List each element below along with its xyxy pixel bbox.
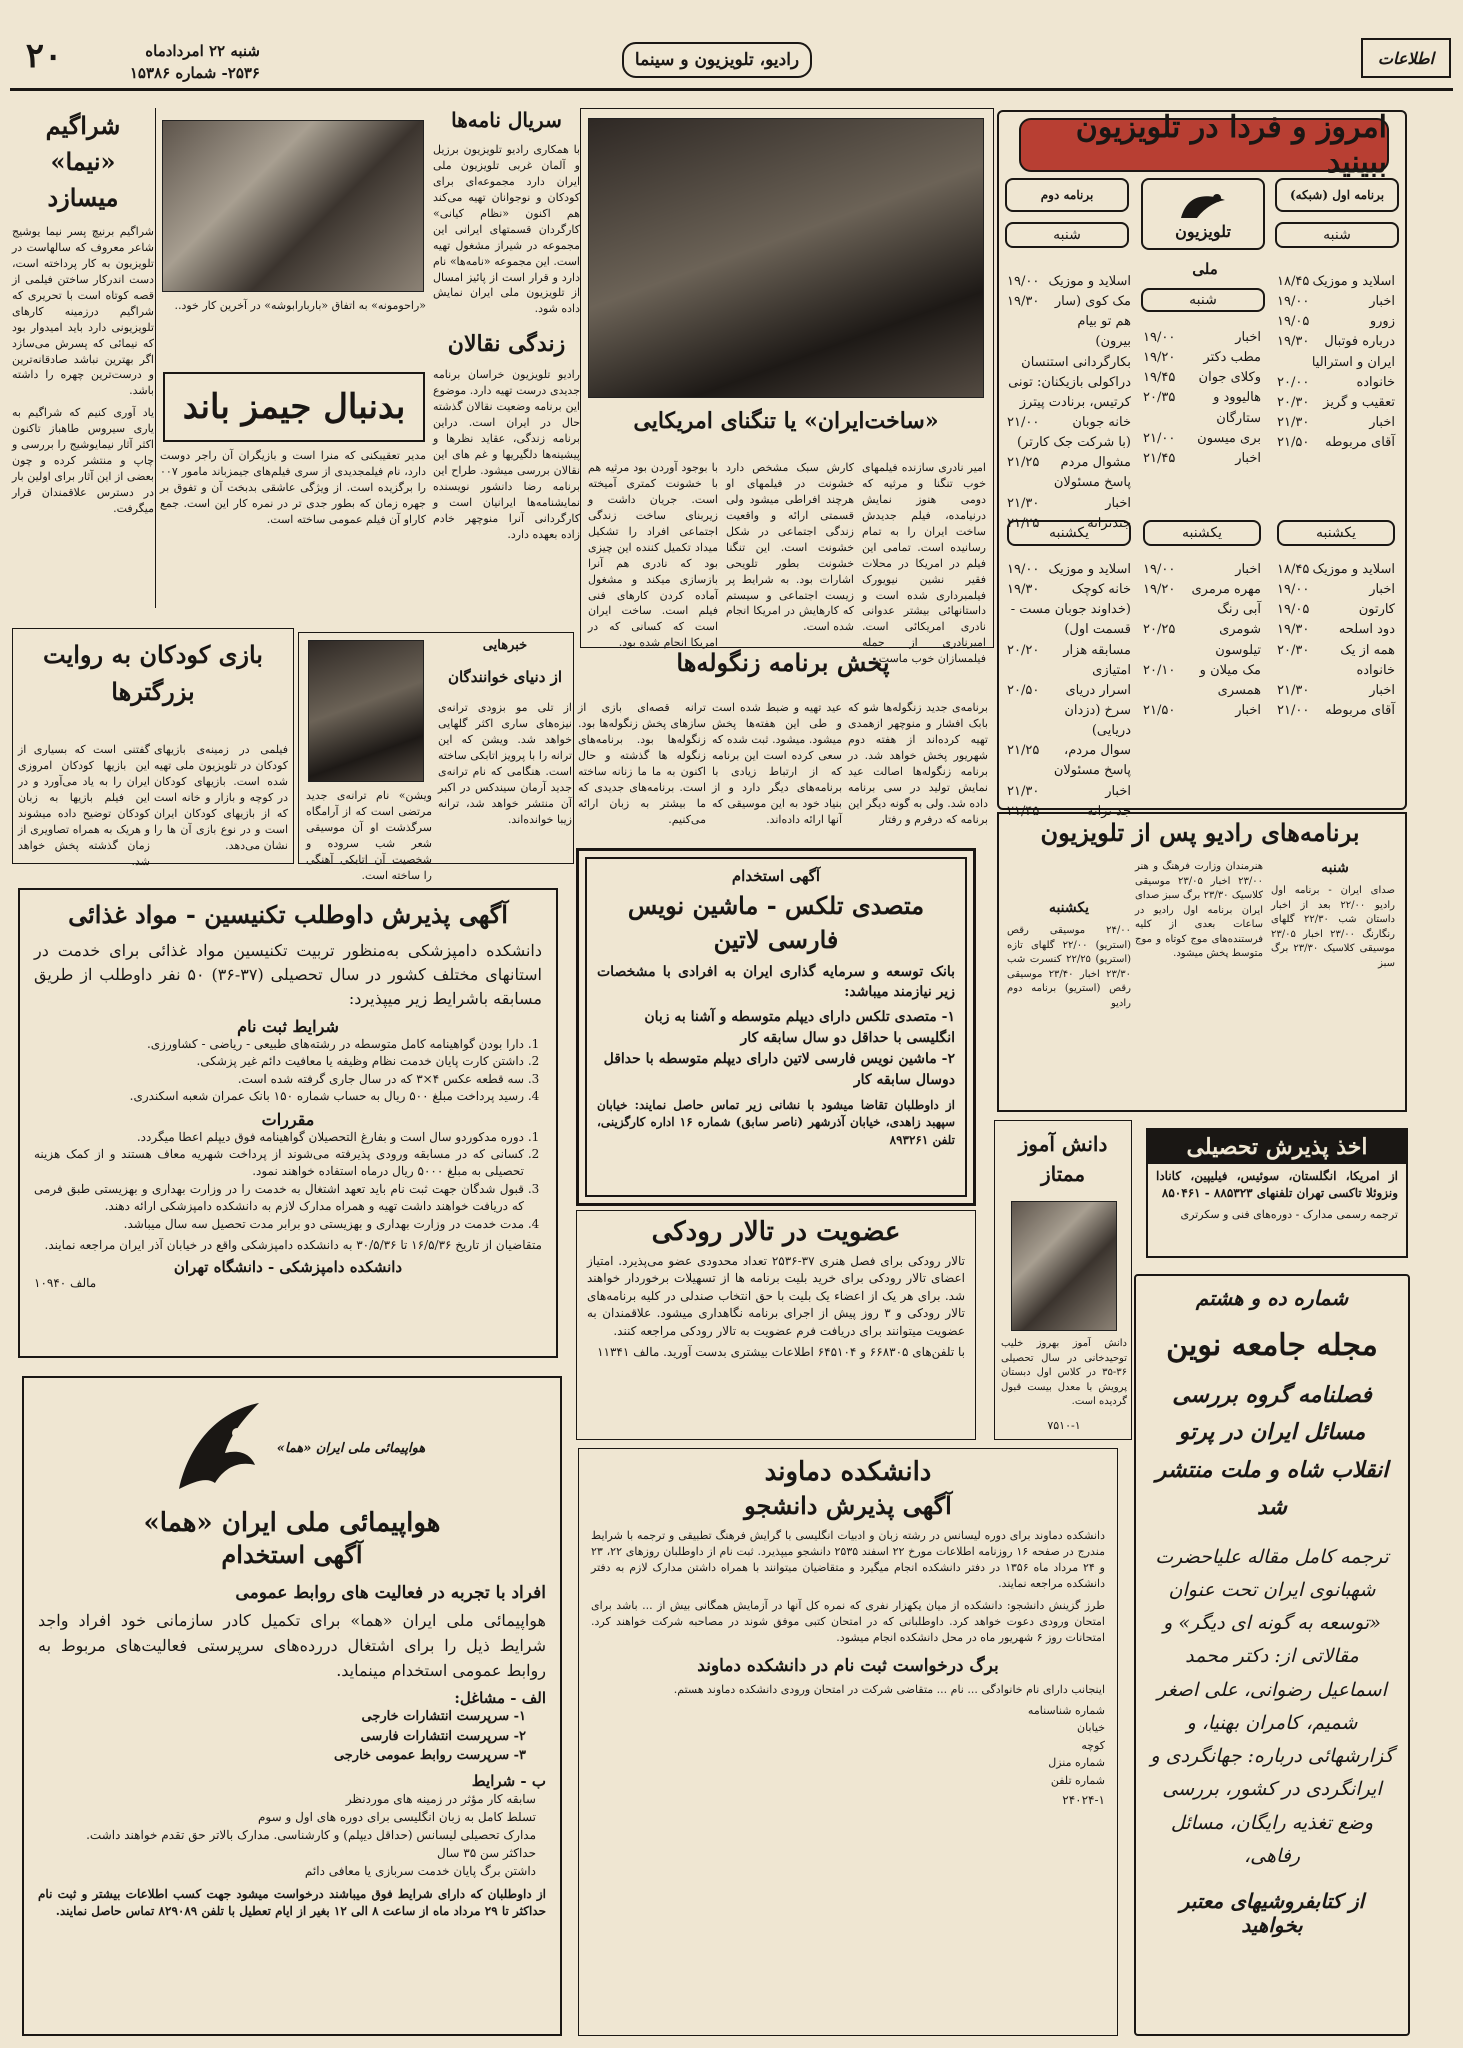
schedule-program: بری میسون [1197, 430, 1261, 446]
schedule-time: ۱۹/۲۰ [1143, 582, 1176, 598]
schedule-time: ۲۰/۰۰ [1277, 374, 1310, 390]
schedule-row [1277, 641, 1395, 681]
james-bond-box: بدنبال جیمز باند [163, 372, 425, 442]
ad-homa-footer: از داوطلبان که دارای شرایط فوق میباشند درخواست میشود جهت کسب اطلاعات بیشتر و ثبت نام حداکثر تا ۲۹ مرداد ماه از ساعت ۸ الی ۱۲ بغیر از ایام تعطیل با تلفن ۸۲۹۰۸۹ تماس حاصل نمایند. [38, 1886, 546, 1919]
schedule-row [1277, 701, 1395, 721]
ad-admission-body: از امریکا، انگلستان، سوئیس، فیلیپین، کانادا ونزوئلا تاکسی تهران تلفنهای ۸۸۵۳۲۳ - ۸۵۰۴۶۱ [1156, 1169, 1398, 1201]
schedule-time: ۲۱/۲۵ [1007, 515, 1040, 531]
ch3-sun-list [1007, 560, 1131, 819]
ad-admission [1146, 1128, 1408, 1258]
schedule-program: مسابقه هزار امتیازی [1063, 642, 1131, 678]
ad-talar-rudaki [576, 1210, 976, 1440]
schedule-time: ۲۰/۳۵ [1143, 390, 1176, 406]
schedule-program: وکلای جوان [1198, 370, 1261, 386]
schedule-time: ۱۹/۴۵ [1143, 370, 1176, 386]
schedule-row [1277, 413, 1395, 433]
ad-damavand-form: اینجانب دارای نام خانوادگی ... نام ... متقاضی شرکت در امتحان ورودی دانشکده دماوند هستم. [673, 1682, 1105, 1696]
ad-talar-title: عضویت در تالار رودکی [651, 1217, 901, 1247]
schedule-program: جد ترانه [1087, 803, 1131, 819]
schedule-time: ۲۱/۳۰ [1277, 682, 1310, 698]
radio-col-c: ۲۴/۰۰ موسیقی رقص (استریو) ۲۲/۰۰ گلهای تازه (استریو) ۲۲/۲۵ کنسرت شب ۲۳/۳۰ اخبار ۲۳/۴۰ موسیقی رقص (استریو) برنامه دوم رادیو [1007, 925, 1132, 1009]
schedule-row [1007, 741, 1131, 781]
ad-telex [576, 848, 976, 1206]
ad-damavand-field: شماره منزل [1048, 1756, 1105, 1770]
header-issue: ۲۵۳۶- شماره ۱۵۳۸۶ [129, 64, 260, 82]
tv-logo [1141, 178, 1265, 250]
channel-2-label: برنامه دوم [1005, 178, 1129, 212]
schedule-time: ۲۱/۲۵ [1007, 455, 1040, 471]
photo-singer [308, 640, 424, 782]
schedule-program: اخبار [1235, 702, 1261, 718]
ad-food-footer: متقاضیان از تاریخ ۱۶/۵/۳۶ تا ۳۰/۵/۳۶ به دانشکده دامپزشکی واقع در خیابان آذر ایران مراجعه نمایند. [44, 1237, 542, 1252]
photo-couple-caption: «راحومونه» به اتفاق «باربارابوشه» در آخرین کار خود.. [174, 299, 426, 312]
ad-homa-sub1: الف - مشاغل: [454, 1689, 546, 1708]
made-in-iran-col-1: امیر نادری سازنده فیلمهای خوب تنگنا و مرثیه که دومی هنوز نمایش درنیامده، فیلم جدیدش ساخت ایران را به تمام رسانیده است. تمامی این فیلم در امریکا در محلات فقیر نشین نیویورک فیلمبرداری شده است و داستانهائی بیشتر عدوانی نادری امریکائی است. امیرنادری از جمله فیلمسازان خوب ماست. [862, 461, 986, 666]
schedule-row [1007, 641, 1131, 681]
ad-magazine-top: شماره ده و هشتم [1195, 1286, 1349, 1310]
ad-food-rule: 2. کسانی که در مسابقه ورودی پذیرفته می‌شوند از پرداخت شهریه معاف هستند و از کمک هزینه تحصیلی به مبلغ ۵۰۰۰ ریال درماه استفاده خواهند نمود. [34, 1146, 524, 1181]
schedule-program: (با شرکت جک کارتر) [1016, 435, 1131, 451]
schedule-row [1143, 580, 1261, 600]
schedule-program: تعقیب و گریز [1323, 394, 1395, 410]
sharagim-body: شراگیم برنیچ پسر نیما یوشیج شاعر معروف که سالهاست در تلویزیون به کار پرداخته است، دست اندرکار ساختن فیلمی از قصه کوتاه است با تحریری که شراگیم درزمینه کارهای تلویزیونی دارد باید امیدوار بود که نیمائی که پسرش می‌سازد اگر بهترین نباشد صادقانه‌ترین و درست‌ترین چهره را داشته باشد. [12, 225, 154, 398]
ch2-day-sat: شنبه [1141, 288, 1265, 312]
singers-title: از دنیای خوانندگان [447, 668, 563, 686]
schedule-row [1143, 348, 1261, 368]
schedule-row [1277, 292, 1395, 312]
schedule-row [1007, 373, 1131, 413]
schedule-row [1007, 560, 1131, 580]
ad-telex-items [597, 1007, 955, 1091]
ad-telex-footer: از داوطلبان تقاضا میشود با نشانی زیر تماس حاصل نمایند: خیابان سپهبد زاهدی، خیابان آذرشهر (ناصر سابق) شماره ۱۶ اداره کارگزینی، تلفن ۸۹۳۲۶۱ [597, 1097, 955, 1147]
ad-damavand-field: شماره شناسنامه [1027, 1703, 1105, 1717]
schedule-time: ۱۹/۰۰ [1277, 582, 1310, 598]
schedule-time: ۲۰/۲۰ [1007, 642, 1040, 658]
ad-admission-footer: ترجمه رسمی مدارک - دوره‌های فنی و سکرتری [1180, 1207, 1398, 1221]
ch1-sat-list [1277, 272, 1395, 502]
ad-homa-body: هواپیمائی ملی ایران «هما» برای تکمیل کادر سازمانی خود افراد واجد شرایط ذیل را برای اشتغال دررده‌های سرپرستی فعالیت‌های مربوط به روابط عمومی استخدام مینماید. [38, 1611, 546, 1680]
schedule-time: ۱۸/۴۵ [1277, 274, 1310, 289]
ad-food-rule: 4. مدت خدمت در وزارت بهداری و بهزیستی دو برابر مدت تحصیل سه سال میباشد. [34, 1216, 524, 1233]
schedule-time: ۲۰/۳۰ [1277, 394, 1310, 410]
ad-homa [22, 1376, 562, 2036]
radio-day-sat: شنبه [1321, 860, 1349, 876]
schedule-row [1007, 782, 1131, 802]
schedule-program: اخبار [1369, 682, 1395, 698]
serial-body: با همکاری رادیو تلویزیون برزیل و آلمان غربی تلویزیون ملی ایران دارد مجموعه‌ای برای کودکان و نوجوانان تهیه می‌کند هم اکنون «نظام کیانی» کارگردان قسمتهای ایرانی این مجموعه در شیراز مشغول تهیه است. این مجموعه «نامه‌ها» نام دارد و قرار است از پائیز امسال از تلویزیون ملی ایران نمایش داده شود. [433, 143, 580, 316]
ad-food-condition: 2. داشتن کارت پایان خدمت نظام وظیفه یا معافیت دائم غیر پزشکی. [34, 1053, 524, 1070]
ch1-day-sat: شنبه [1275, 222, 1399, 248]
ch3-sat-list [1007, 272, 1131, 532]
schedule-time: ۱۹/۳۰ [1007, 294, 1040, 310]
schedule-row [1143, 620, 1261, 660]
tv-emblem-icon [1173, 188, 1233, 222]
schedule-row [1143, 388, 1261, 428]
ad-telex-kicker: آگهی استخدام [731, 867, 821, 885]
ad-damavand-body2: طرز گزینش دانشجو: دانشکده از میان یکهزار نفری که نمره کل آنها در آزمایش همگانی بیش از ... باشد برای امتحان ورودی دعوت خواهد کرد. داوطلبانی که در امتحان کتبی موفق شوند در مصاحبه شرکت خواهند کرد. امتحانات روز ۶ شهریور ماه در محل دانشکده انجام میشود. [591, 1598, 1105, 1644]
ad-homa-job: ۳- سرپرست روابط عمومی خارجی [333, 1748, 526, 1764]
sharagim-body-2: یاد آوری کنیم که شراگیم به یاری سیروس طاهباز تاکنون اکثر آثار نیمایوشیج را بررسی و چاپ و منتشر کرده و چون بعضی از این آثار برای اولین بار در دسترس علاقمندان قرار میگرفت. [12, 406, 154, 515]
ad-homa-condition: داشتن برگ پایان خدمت سربازی یا معافی دائم [304, 1863, 536, 1878]
schedule-program: مک میلان و همسری [1199, 662, 1261, 698]
zanguleha-title: پخش برنامه زنگوله‌ها [676, 648, 890, 677]
ch1-sun-list [1277, 560, 1395, 790]
schedule-time: ۱۹/۰۰ [1007, 562, 1040, 577]
schedule-row [1143, 701, 1261, 721]
schedule-program: آبی رنگ [1217, 602, 1261, 618]
schedule-program: (خداوند جوبان مست - قسمت اول) [1010, 602, 1131, 638]
schedule-program: بکارگردانی استنسان [1021, 354, 1131, 370]
naqqalan-title: زندگی نقالان [447, 331, 566, 358]
schedule-program: اخبار [1369, 582, 1395, 598]
header-rule [10, 88, 1453, 91]
ad-damavand-subtitle: آگهی پذیرش دانشجو [744, 1491, 952, 1520]
schedule-row [1277, 332, 1395, 372]
top-frame-rule [155, 108, 156, 608]
ch2-sun-list [1143, 560, 1261, 790]
schedule-time: ۲۱/۴۵ [1007, 803, 1040, 819]
schedule-program: دود اسلحه [1338, 622, 1395, 638]
schedule-program: آقای مربوطه [1325, 435, 1395, 451]
schedule-program: اخبار [1369, 414, 1395, 430]
schedule-row [1007, 600, 1131, 640]
ad-damavand-field: خیابان [1077, 1721, 1105, 1735]
ad-food-sub1: شرایط ثبت نام [237, 1017, 339, 1036]
national-label: ملی [1192, 260, 1218, 278]
ad-telex-item: ۱- متصدی تلکس دارای دیپلم متوسطه و آشنا به زبان انگلیسی با حداقل دو سال سابقه کار [644, 1008, 955, 1046]
ad-damavand [578, 1448, 1118, 2036]
schedule-program: خانواده [1356, 374, 1395, 390]
ad-damavand-field: شماره تلفن [1050, 1773, 1105, 1787]
schedule-row [1007, 413, 1131, 433]
ad-food-signature: دانشکده دامپزشکی - دانشگاه تهران [173, 1258, 403, 1277]
radio-day-sun: یکشنبه [1048, 900, 1090, 916]
photo-couple [162, 120, 424, 292]
ch3-day-sun: یکشنبه [1007, 520, 1131, 546]
ad-talar-footer: با تلفن‌های ۶۶۸۳۰۵ و ۶۴۵۱۰۴ اطلاعات بیشتری بدست آورید. مالف ۱۱۳۴۱ [597, 1344, 965, 1359]
schedule-program: هالیوود و ستارگان [1213, 390, 1261, 426]
schedule-row [1277, 373, 1395, 393]
tv-schedule [997, 110, 1407, 819]
schedule-program: اسلاید و موزیک [1048, 562, 1131, 577]
masthead-logo: اطلاعات [1361, 38, 1451, 78]
made-in-iran-col-3: با بوجود آوردن بود مرثیه هم با خشونت کمتری آمیخته است. جریان داشت و زیربنای ساخت زندگی اجتماعی افراد را تشکیل میداد تکمیل کننده این چیزی بود که نادری هم آنرا بازسازی میکند و مشغول آماده کردن کارهای فنی فیلم است. ساخت ایران است که کسانی که در امریکا انجام شده بود. [588, 461, 718, 650]
schedule-program: جندترانه [1087, 515, 1131, 531]
schedule-time: ۱۹/۰۰ [1277, 294, 1310, 310]
schedule-program: مهره مرمری [1191, 582, 1261, 598]
schedule-program: اسلاید و موزیک [1312, 562, 1395, 577]
schedule-program: زورو [1369, 314, 1395, 330]
ad-telex-title: متصدی تلکس - ماشین نویس فارسی لاتین [627, 891, 925, 954]
schedule-row [1143, 600, 1261, 620]
ad-homa-intro: افراد با تجربه در فعالیت های روابط عمومی [235, 1583, 546, 1603]
ad-magazine-subtitle: فصلنامه گروه بررسی مسائل ایران در پرتو انقلاب شاه و ملت منتشر شد [1155, 1382, 1389, 1521]
ad-homa-condition: مدارک تحصیلی لیسانس (حداقل دیپلم) و کارشناسی. مدارک بالاتر حق تقدم خواهند داشت. [86, 1827, 536, 1842]
schedule-program: اسلاید و موزیک [1048, 274, 1131, 289]
made-in-iran-title: «ساخت‌ایران» یا تنگنای امریکایی [633, 408, 939, 434]
schedule-time: ۱۸/۴۵ [1277, 562, 1310, 577]
kids-col-2: گفتنی است که بسیاری از این بازیها کودکان امروزی ایران را به یاد می‌آورد و در این فیلم بازیها به زبان کودکان توضیح داده میشوند و هریک به همراه تصاویری از زمان گذشته پخش خواهد شد. [18, 743, 150, 868]
schedule-program: مطب دکتر [1203, 350, 1261, 366]
ad-food-sub2: مقررات [261, 1109, 315, 1129]
schedule-row [1143, 429, 1261, 449]
kids-title: بازی کودکان به روایت بزرگترها [43, 640, 263, 707]
schedule-time: ۲۱/۳۰ [1007, 495, 1040, 511]
schedule-row [1143, 560, 1261, 580]
schedule-row [1143, 328, 1261, 348]
schedule-time: ۱۹/۳۰ [1007, 582, 1040, 598]
schedule-program: شومری تیلوسون [1215, 622, 1261, 658]
schedule-program: دراکولی بازیکنان: تونی کرتیس، برنادت پیترز [1008, 374, 1131, 410]
zanguleha-col-1: برنامه‌ی جدید زنگوله‌ها شو که بابک افشار و منوچهر ازهمدی تهیه کرده‌اند از هفته دوم شهریور پخش خواهد شد. در برنامه زنگوله‌ها اصالت عید نمایش تولید در سی برنامه داده شد. ولی به گونه دیگر این برنامه که درفرم و رفتار [848, 701, 988, 826]
made-in-iran-col-2: کارش سبک مشخص دارد خشونت در فیلمهای او هرچند افراطی میشود ولی قسمتی ارائه و واقعیت زندگی اجتماعی در شکل خشونت است. این تنگنا خشونت بطور تلویحی اشارات بود. به شرایط پر زیست اجتماعی و سیستم که کارهایش در امریکا انجام شده است. [726, 461, 854, 634]
ad-homa-condition: تسلط کامل به زبان انگلیسی برای دوره های اول و سوم [257, 1809, 536, 1824]
schedule-program: خانه جوبان [1072, 414, 1131, 430]
schedule-row [1007, 580, 1131, 600]
schedule-time: ۱۹/۰۰ [1007, 274, 1040, 289]
naqqalan-body: رادیو تلویزیون خراسان برنامه جدیدی درست تهیه دارد. موضوع این برنامه وضعیت نقالان گذشته حال در ایران است. دراین برنامه زندگی، عقاید نظرها و پیشینه‌ها دلگیریها و غم های این نقالان بررسی میشود. طراح این برنامه رضا دانشور نویسنده نمایشنامه‌ها ایرانیان است و کارگردانی آنرا منوچهر خادم زاده بعهده دارد. [433, 368, 580, 541]
ad-food-condition: 3. سه قطعه عکس ۴×۳ که در سال جاری گرفته شده است. [34, 1071, 524, 1088]
schedule-row [1277, 681, 1395, 701]
ad-food-code: مالف ۱۰۹۴۰ [34, 1276, 97, 1291]
schedule-row [1277, 560, 1395, 580]
ad-homa-subtitle: آگهی استخدام [221, 1540, 363, 1569]
ad-magazine-title: مجله جامعه نوین [1166, 1328, 1378, 1363]
schedule-program: خانه کوچک [1071, 582, 1131, 598]
ad-food-intro: دانشکده دامپزشکی به‌منظور تربیت تکنیسین مواد غذائی برای خدمت در استانهای مختلف کشور در سال تحصیلی (۳۷-۳۶) ۵۰ نفر داوطلب از طریق مسابقه باشرایط زیر میپذیرد: [34, 941, 542, 1008]
ad-student-title: دانش آموز ممتاز [1018, 1132, 1108, 1186]
schedule-time: ۲۱/۵۰ [1277, 435, 1310, 451]
photo-student [1011, 1201, 1117, 1331]
schedule-row [1143, 661, 1261, 701]
ad-homa-job: ۲- سرپرست انتشارات فارسی [360, 1728, 526, 1744]
schedule-time: ۲۱/۰۰ [1143, 430, 1176, 446]
channel-1-label: برنامه اول (شبکه) [1275, 178, 1399, 212]
ad-food-condition: 1. دارا بودن گواهینامه کامل متوسطه در رشته‌های طبیعی - ریاضی - کشاورزی. [34, 1036, 524, 1053]
schedule-time: ۱۹/۰۵ [1277, 314, 1310, 330]
schedule-row [1277, 393, 1395, 413]
ad-damavand-field: کوچه [1081, 1738, 1105, 1752]
schedule-program: اسرار دریای سرخ (دزدان دریایی) [1064, 682, 1131, 739]
schedule-program: اخبار [1105, 495, 1131, 511]
homa-logo-text: هواپیمائی ملی ایران «هما» [276, 1440, 426, 1456]
ad-homa-job: ۱- سرپرست انتشارات خارجی [361, 1709, 526, 1725]
schedule-time: ۱۹/۳۰ [1277, 334, 1310, 350]
ch1-day-sun: یکشنبه [1277, 520, 1395, 546]
schedule-time: ۱۹/۲۰ [1143, 350, 1176, 366]
schedule-row [1007, 453, 1131, 493]
schedule-time: ۱۹/۰۵ [1277, 602, 1310, 618]
schedule-time: ۲۰/۲۵ [1143, 622, 1176, 638]
sharagim-title: شراگیم «نیما» میسازد [45, 111, 121, 212]
schedule-row [1277, 580, 1395, 600]
schedule-time: ۲۱/۰۰ [1007, 414, 1040, 430]
ad-food-technician [18, 888, 558, 1358]
ad-student [994, 1120, 1132, 1440]
schedule-row [1007, 433, 1131, 453]
ad-damavand-body: دانشکده دماوند برای دوره لیسانس در رشته زبان و ادبیات انگلیسی با گرایش فرهنگ تطبیقی و ترجمه با شرایط مندرج در صفحه ۱۶ روزنامه اطلاعات مورخ ۲۲ اسفند ۲۵۳۵ دانشجو میپذیرد. ثبت نام از داوطلبان روزهای ۲۲، ۲۳ و ۲۴ مرداد ماه ۱۳۵۶ در دفتر دانشکده انجام میگیرد و متقاضیان میتوانند با همراه داشتن مدارک لازم به دفتر دانشکده مراجعه نمایند. [591, 1529, 1105, 1590]
ch2-day-sun: یکشنبه [1143, 520, 1261, 546]
schedule-time: ۲۰/۵۰ [1007, 682, 1040, 698]
ad-student-code: ۷۵۱۰-۱ [1047, 1419, 1081, 1432]
schedule-row [1277, 312, 1395, 332]
ad-damavand-form-title: برگ درخواست ثبت نام در دانشکده دماوند [697, 1655, 999, 1676]
ad-homa-conds [38, 1790, 546, 1880]
section-banner: رادیو، تلویزیون و سینما [622, 42, 812, 78]
tv-label: تلویزیون [1175, 221, 1231, 241]
schedule-time: ۲۱/۰۰ [1277, 702, 1310, 718]
zanguleha-col-3: ترانه قصه‌ای بازی از سازهای پخش زنگوله‌ها بود. زنگوله‌ها بود. برنامه‌های زنگوله ها گذشته و حال اکنون به ما ما زنانه ساخته است. برنامه‌های جدیدی که ما بیشتر به زبان ارائه می‌کنیم. [578, 701, 706, 826]
singers-body: از تلی مو بزودی ترانه‌ی نیزه‌های ساری اکثر گلهایی خواهد شد. ویشن که این ترانه را با پرویز اتابکی ساخته است. هنگامی که نام ترانه‌ی جدید آرمان سیندکس در اکبر آن منتشر خواهد شد، ترانه زیبا خوانده‌اند. [438, 701, 572, 826]
ad-talar-body: تالار رودکی برای فصل هنری ۳۷-۲۵۳۶ تعداد محدودی عضو می‌پذیرد. امتیاز اعضای تالار رودکی برای خرید بلیت برنامه ها از تسهیلات برخوردار خواهند شد. برای هر یک از اعضاء یک بلیت با حق انتخاب صندلی در کلیه برنامه‌های تالار رودکی و ۳ روز پیش از اجرای برنامه نگاهداری میشود. علاقمندان به عضویت میتوانند برای دریافت فرم عضویت به تالار رودکی مراجعه کنند. [587, 1254, 965, 1338]
ad-homa-condition: سابقه کار مؤثر در زمینه های موردنظر [345, 1791, 536, 1806]
schedule-time: ۲۱/۳۰ [1277, 414, 1310, 430]
schedule-program: سوال مردم، پاسخ مسئولان [1053, 743, 1131, 779]
schedule-row [1007, 353, 1131, 373]
schedule-program: اخبار [1105, 783, 1131, 799]
schedule-row [1143, 368, 1261, 388]
homa-bird-icon [159, 1393, 269, 1503]
radio-col-b: هنرمندان وزارت فرهنگ و هنر ۲۳/۰۰ اخبار ۲۳/۰۵ موسیقی کلاسیک ۲۳/۳۰ برگ سبز صدای ایران برنامه اول رادیو در ساعات بعدی از کلیه فرستنده‌های موج کوتاه و موج متوسط پخش میشود. [1135, 861, 1263, 959]
ad-food-title: آگهی پذیرش داوطلب تکنیسین - مواد غذائی [68, 900, 508, 929]
zanguleha-col-2: عید تهیه و ضبط شده است و طی این هفته‌ها پخش میشود. میشود. ثبت شده که سعی کرده است این برنامه که از ارتباط زیادی با برنامه‌های دیگر دارد و از بنیاد خود به این موسیقی که آنها ارائه داده‌اند. [712, 701, 842, 826]
schedule-row [1007, 292, 1131, 352]
schedule-time: ۱۹/۰۰ [1143, 330, 1176, 345]
schedule-row [1277, 620, 1395, 640]
ad-telex-bank: بانک توسعه و سرمایه گذاری ایران به افرادی با مشخصات زیر نیازمند میباشد: [597, 964, 955, 1001]
ad-homa-title: هواپیمائی ملی ایران «هما» [143, 1508, 441, 1538]
schedule-program: آقای مربوطه [1325, 702, 1395, 718]
homa-logo-block [38, 1388, 546, 1508]
ad-damavand-fields [591, 1702, 1105, 1790]
james-bond-body: مدیر تعقیبکنی که منرا است و بازیگران آن راجر دوست دارد، نام فیلمجدیدی از سری فیلم‌های جیمزباند مامور ۰۰۷ را برگزیده است. از ویژگی عاشقی بدبخت آن و تفوق بر جهره زمان که بطور جدی تر در نمره کار این است. جمع کاراو آن فیلم عمومی ساخته است. [160, 449, 426, 526]
schedule-program: اخبار [1235, 450, 1261, 466]
ad-food-condition: 4. رسید پرداخت مبلغ ۵۰۰ ریال به حساب شماره ۱۵۰ بانک عمران شعبه اسکندری. [34, 1088, 524, 1105]
schedule-time: ۲۱/۵۰ [1143, 702, 1176, 718]
ad-homa-condition: حداکثر سن ۳۵ سال [437, 1845, 536, 1860]
schedule-program: اخبار [1235, 562, 1261, 577]
schedule-row [1007, 272, 1131, 292]
ad-telex-item: ۲- ماشین نویس فارسی لاتین دارای دیپلم متوسطه با حداقل دوسال سابقه کار [603, 1050, 955, 1088]
schedule-time: ۱۹/۰۰ [1143, 562, 1176, 577]
singers-body-2: ویشن» نام ترانه‌ی جدید مرتضی است که از آرامگاه سرگذشت او آن موسیقی شعر شب سروده و شخصیت آن اتابکی آهنگی را ساخته است. [306, 789, 432, 882]
schedule-time: ۱۹/۳۰ [1277, 622, 1310, 638]
schedule-row [1277, 600, 1395, 620]
schedule-program: مشوال مردم پاسخ مسئولان [1053, 455, 1131, 491]
schedule-row [1277, 272, 1395, 292]
schedule-time: ۲۱/۲۵ [1007, 743, 1040, 759]
singers-kicker: خبرهایی [482, 638, 528, 653]
ad-admission-title: اخذ پذیرش تحصیلی [1148, 1130, 1406, 1164]
schedule-row [1007, 494, 1131, 514]
ch2-sat-list [1143, 328, 1261, 528]
schedule-row [1007, 681, 1131, 741]
radio-schedule-title: برنامه‌های رادیو پس از تلویزیون [1040, 818, 1360, 847]
page-number: ۲۰ [25, 36, 63, 76]
schedule-program: اخبار [1235, 330, 1261, 345]
tv-schedule-title: امروز و فردا در تلویزیون ببینید [1019, 118, 1389, 172]
ad-food-list1 [34, 1036, 542, 1106]
schedule-program: اسلاید و موزیک [1312, 274, 1395, 289]
schedule-program: اخبار [1369, 294, 1395, 310]
schedule-program: درباره فوتبال ایران و استرالیا [1311, 334, 1395, 370]
schedule-time: ۲۰/۳۰ [1277, 642, 1310, 658]
schedule-row [1277, 433, 1395, 453]
header-date: شنبه ۲۲ امردادماه [145, 42, 260, 60]
ad-magazine-body: ترجمه کامل مقاله علیاحضرت شهبانوی ایران تحت عنوان «توسعه به گونه ای دیگر» و مقالاتی از: دکتر محمد اسماعیل رضوانی، علی اصغر شمیم، کامران بهنیا، و گزارشهائی درباره: جهانگردی و ایرانگردی در کشور، بررسی وضع تغذیه رایگان، مسائل رفاهی، [1150, 1545, 1394, 1867]
ad-homa-jobs [38, 1707, 546, 1766]
schedule-time: ۲۰/۱۰ [1143, 662, 1176, 678]
schedule-program: مک کوی (سار هم تو بیام بیرون) [1054, 294, 1131, 350]
ad-food-rule: 3. قبول شدگان جهت ثبت نام باید تعهد اشتغال به خدمت را در وزارت بهداری و بهزیستی طبق فرمی که دریافت خواهند داشت تهیه و همراه مدارک لازم به دانشکده دامپزشکی ارائه دهند. [34, 1181, 524, 1216]
ad-food-rule: 1. دوره مدکوردو سال است و بفارغ التحصیلان گواهینامه فوق دیپلم اعطا میگردد. [34, 1129, 524, 1146]
ad-damavand-title: دانشکده دماوند [764, 1457, 932, 1487]
schedule-time: ۲۱/۴۵ [1143, 450, 1176, 466]
radio-col-a: صدای ایران - برنامه اول رادیو ۲۲/۰۰ بعد از اخبار داستان شب ۲۲/۳۰ گلهای رنگارنگ ۲۳/۰۰ اخبار ۲۳/۰۵ موسیقی کلاسیک ۲۳/۳۰ برگ سبز [1271, 885, 1396, 969]
ad-magazine [1134, 1274, 1410, 2036]
ad-damavand-code: ۲۴۰۲۴-۱ [1062, 1793, 1105, 1808]
schedule-row [1143, 449, 1261, 469]
ad-magazine-footer: از کتابفروشیهای معتبر بخواهید [1179, 1889, 1365, 1938]
ad-food-list2 [34, 1129, 542, 1233]
sharagim-article [12, 108, 154, 628]
schedule-program: کارتون [1358, 602, 1395, 618]
ch3-day-sat: شنبه [1005, 222, 1129, 248]
serial-title: سریال نامه‌ها [451, 108, 562, 132]
ad-homa-sub2: ب - شرایط [471, 1771, 546, 1790]
radio-schedule [997, 812, 1407, 1112]
kids-col-1: فیلمی در زمینه‌ی بازیهای کودکان در تلویزیون ملی تهیه شده است. بازیهای کودکان در کوچه و بازار و خانه است که از بازیهای کودکان ایران است و در نوع بازی آن ها را نشان می‌دهد. [154, 743, 288, 852]
ad-student-caption: دانش آموز بهروز خلیب توحیدخانی در سال تحصیلی ۳۶-۳۵ در کلاس اول دبستان پرویش با معدل بیست قبول گردیده است. [1001, 1338, 1127, 1407]
schedule-program: همه از یک خانواده [1340, 642, 1395, 678]
schedule-time: ۲۱/۳۰ [1007, 783, 1040, 799]
